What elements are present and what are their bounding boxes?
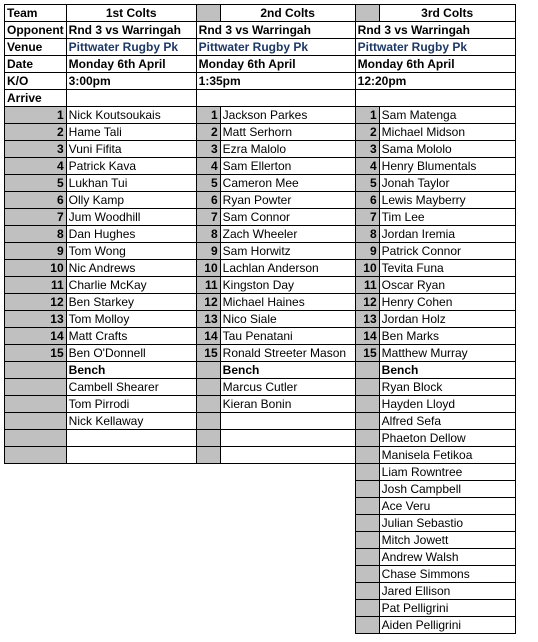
blank [66,464,196,481]
player-number: 7 [5,209,67,226]
player-name: Patrick Kava [66,158,196,175]
blank [66,617,196,634]
venue-team-2: Pittwater Rugby Pk [196,39,355,56]
player-number: 8 [196,226,220,243]
bench-gap [355,396,379,413]
bench-player: Kieran Bonin [220,396,355,413]
bench-gap [355,549,379,566]
player-row [5,124,516,141]
label-opponent: Opponent [5,22,67,39]
bench-row [5,515,516,532]
player-name: Patrick Connor [379,243,515,260]
bench-player [220,413,355,430]
player-row [5,158,516,175]
blank [196,498,220,515]
player-number: 7 [196,209,220,226]
player-name: Tom Molloy [66,311,196,328]
bench-row [5,379,516,396]
bench-player: Aiden Pelligrini [379,617,515,634]
player-number: 2 [5,124,67,141]
bench-row [5,617,516,634]
player-name: Sama Mololo [379,141,515,158]
player-row [5,243,516,260]
date-team-2: Monday 6th April [196,56,355,73]
bench-row [5,600,516,617]
player-number: 12 [196,294,220,311]
bench-gap [355,583,379,600]
player-name: Sam Matenga [379,107,515,124]
date-row [5,56,516,73]
player-number: 1 [355,107,379,124]
player-number: 6 [5,192,67,209]
player-name: Matt Crafts [66,328,196,345]
player-number: 6 [355,192,379,209]
bench-player: Jared Ellison [379,583,515,600]
blank [5,600,67,617]
player-number: 11 [5,277,67,294]
label-date: Date [5,56,67,73]
player-number: 12 [355,294,379,311]
player-number: 4 [5,158,67,175]
player-number: 4 [196,158,220,175]
blank [220,515,355,532]
bench-player: Cambell Shearer [66,379,196,396]
player-name: Ben Marks [379,328,515,345]
blank [5,583,67,600]
label-ko: K/O [5,73,67,90]
bench-row [5,583,516,600]
blank [220,481,355,498]
bench-player: Alfred Sefa [379,413,515,430]
player-name: Tau Penatani [220,328,355,345]
date-team-1: Monday 6th April [66,56,196,73]
player-name: Jordan Holz [379,311,515,328]
bench-row [5,447,516,464]
player-name: Lukhan Tui [66,175,196,192]
blank [196,600,220,617]
bench-player: Tom Pirrodi [66,396,196,413]
player-number: 9 [355,243,379,260]
ko-team-3: 12:20pm [355,73,515,90]
player-name: Michael Haines [220,294,355,311]
bench-label-team-2: Bench [220,362,355,379]
player-name: Lewis Mayberry [379,192,515,209]
player-row [5,209,516,226]
bench-player: Liam Rowntree [379,464,515,481]
team-name-2: 2nd Colts [220,5,355,22]
player-name: Jum Woodhill [66,209,196,226]
player-number: 1 [5,107,67,124]
player-row [5,226,516,243]
bench-gap [5,413,67,430]
bench-row [5,498,516,515]
player-name: Matt Serhorn [220,124,355,141]
player-row [5,260,516,277]
bench-gap [196,379,220,396]
player-number: 2 [196,124,220,141]
blank [220,617,355,634]
player-name: Jackson Parkes [220,107,355,124]
bench-header-row [5,362,516,379]
blank [66,515,196,532]
player-name: Ben Starkey [66,294,196,311]
bench-row [5,413,516,430]
bench-row [5,396,516,413]
bench-gap [5,362,67,379]
ko-team-1: 3:00pm [66,73,196,90]
bench-gap [355,447,379,464]
player-row [5,141,516,158]
bench-label-team-3: Bench [379,362,515,379]
blank [196,549,220,566]
arrive-team-1 [66,90,196,107]
blank [66,481,196,498]
player-number: 3 [355,141,379,158]
player-row [5,277,516,294]
venue-team-3: Pittwater Rugby Pk [355,39,515,56]
blank [5,617,67,634]
player-row [5,107,516,124]
bench-gap [355,617,379,634]
bench-player [220,430,355,447]
player-number: 3 [196,141,220,158]
team-name-1: 1st Colts [66,5,196,22]
blank [5,498,67,515]
bench-player: Julian Sebastio [379,515,515,532]
player-number: 10 [196,260,220,277]
player-name: Tim Lee [379,209,515,226]
venue-team-1: Pittwater Rugby Pk [66,39,196,56]
blank [220,583,355,600]
blank [5,549,67,566]
bench-player: Hayden Lloyd [379,396,515,413]
header-gap-2 [196,5,220,22]
bench-gap [196,396,220,413]
player-number: 5 [196,175,220,192]
arrive-team-2 [196,90,355,107]
bench-gap [355,498,379,515]
bench-gap [196,413,220,430]
player-name: Sam Horwitz [220,243,355,260]
ko-row [5,73,516,90]
bench-gap [5,430,67,447]
bench-player: Chase Simmons [379,566,515,583]
bench-gap [5,379,67,396]
player-row [5,328,516,345]
player-name: Ronald Streeter Mason [220,345,355,362]
player-number: 15 [355,345,379,362]
player-name: Jonah Taylor [379,175,515,192]
player-number: 8 [5,226,67,243]
player-number: 15 [196,345,220,362]
bench-row [5,464,516,481]
player-name: Tom Wong [66,243,196,260]
player-row [5,345,516,362]
bench-player [220,447,355,464]
bench-row [5,549,516,566]
blank [196,617,220,634]
player-name: Henry Blumentals [379,158,515,175]
bench-gap [355,464,379,481]
bench-player: Ace Veru [379,498,515,515]
blank [66,583,196,600]
player-name: Sam Ellerton [220,158,355,175]
bench-gap [355,532,379,549]
arrive-row [5,90,516,107]
label-team: Team [5,5,67,22]
player-name: Nick Koutsoukais [66,107,196,124]
bench-player: Pat Pelligrini [379,600,515,617]
bench-label-team-1: Bench [66,362,196,379]
blank [220,549,355,566]
blank [220,566,355,583]
blank [196,566,220,583]
player-name: Matthew Murray [379,345,515,362]
ko-team-2: 1:35pm [196,73,355,90]
player-number: 13 [355,311,379,328]
bench-player: Ryan Block [379,379,515,396]
player-number: 2 [355,124,379,141]
label-arrive: Arrive [5,90,67,107]
player-name: Henry Cohen [379,294,515,311]
player-row [5,311,516,328]
player-number: 12 [5,294,67,311]
player-number: 1 [196,107,220,124]
bench-gap [5,396,67,413]
blank [66,549,196,566]
player-number: 11 [355,277,379,294]
date-team-3: Monday 6th April [355,56,515,73]
blank [220,600,355,617]
player-number: 14 [196,328,220,345]
player-number: 13 [196,311,220,328]
player-name: Ryan Powter [220,192,355,209]
bench-row [5,566,516,583]
player-number: 9 [196,243,220,260]
bench-gap [196,362,220,379]
player-number: 5 [5,175,67,192]
bench-player [66,447,196,464]
blank [196,583,220,600]
player-name: Lachlan Anderson [220,260,355,277]
venue-row [5,39,516,56]
header-row [5,5,516,22]
player-number: 10 [355,260,379,277]
player-name: Ben O'Donnell [66,345,196,362]
player-number: 4 [355,158,379,175]
player-row [5,175,516,192]
player-name: Kingston Day [220,277,355,294]
header-gap-3 [355,5,379,22]
player-number: 7 [355,209,379,226]
opponent-team-1: Rnd 3 vs Warringah [66,22,196,39]
opponent-team-2: Rnd 3 vs Warringah [196,22,355,39]
player-name: Hame Tali [66,124,196,141]
player-number: 6 [196,192,220,209]
blank [66,498,196,515]
player-name: Tevita Funa [379,260,515,277]
player-number: 9 [5,243,67,260]
bench-player: Phaeton Dellow [379,430,515,447]
player-name: Nico Siale [220,311,355,328]
bench-gap [196,447,220,464]
player-number: 8 [355,226,379,243]
bench-player [66,430,196,447]
bench-player: Mitch Jowett [379,532,515,549]
player-name: Dan Hughes [66,226,196,243]
bench-gap [355,481,379,498]
bench-row [5,430,516,447]
blank [5,515,67,532]
label-venue: Venue [5,39,67,56]
player-number: 11 [196,277,220,294]
bench-player: Andrew Walsh [379,549,515,566]
player-number: 15 [5,345,67,362]
player-name: Zach Wheeler [220,226,355,243]
bench-gap [5,447,67,464]
player-row [5,192,516,209]
bench-gap [355,379,379,396]
player-name: Ezra Malolo [220,141,355,158]
player-name: Olly Kamp [66,192,196,209]
bench-player: Nick Kellaway [66,413,196,430]
blank [5,464,67,481]
player-number: 14 [5,328,67,345]
opponent-team-3: Rnd 3 vs Warringah [355,22,515,39]
player-name: Nic Andrews [66,260,196,277]
bench-gap [355,413,379,430]
player-number: 14 [355,328,379,345]
player-name: Charlie McKay [66,277,196,294]
player-number: 5 [355,175,379,192]
blank [196,515,220,532]
arrive-team-3 [355,90,515,107]
blank [66,600,196,617]
blank [5,532,67,549]
player-number: 3 [5,141,67,158]
player-number: 13 [5,311,67,328]
blank [196,481,220,498]
player-name: Jordan Iremia [379,226,515,243]
bench-gap [355,566,379,583]
blank [220,532,355,549]
opponent-row [5,22,516,39]
blank [196,532,220,549]
player-name: Sam Connor [220,209,355,226]
bench-gap [355,600,379,617]
player-name: Oscar Ryan [379,277,515,294]
bench-row [5,481,516,498]
bench-gap [196,430,220,447]
bench-row [5,532,516,549]
bench-gap [355,430,379,447]
player-number: 10 [5,260,67,277]
player-row [5,294,516,311]
blank [5,566,67,583]
blank [66,532,196,549]
blank [5,481,67,498]
player-name: Cameron Mee [220,175,355,192]
team-sheet-table [4,4,516,634]
blank [220,498,355,515]
bench-player: Josh Campbell [379,481,515,498]
blank [196,464,220,481]
bench-player: Manisela Fetikoa [379,447,515,464]
team-name-3: 3rd Colts [379,5,515,22]
player-name: Michael Midson [379,124,515,141]
bench-player: Marcus Cutler [220,379,355,396]
bench-gap [355,515,379,532]
player-name: Vuni Fifita [66,141,196,158]
bench-gap [355,362,379,379]
blank [66,566,196,583]
blank [220,464,355,481]
